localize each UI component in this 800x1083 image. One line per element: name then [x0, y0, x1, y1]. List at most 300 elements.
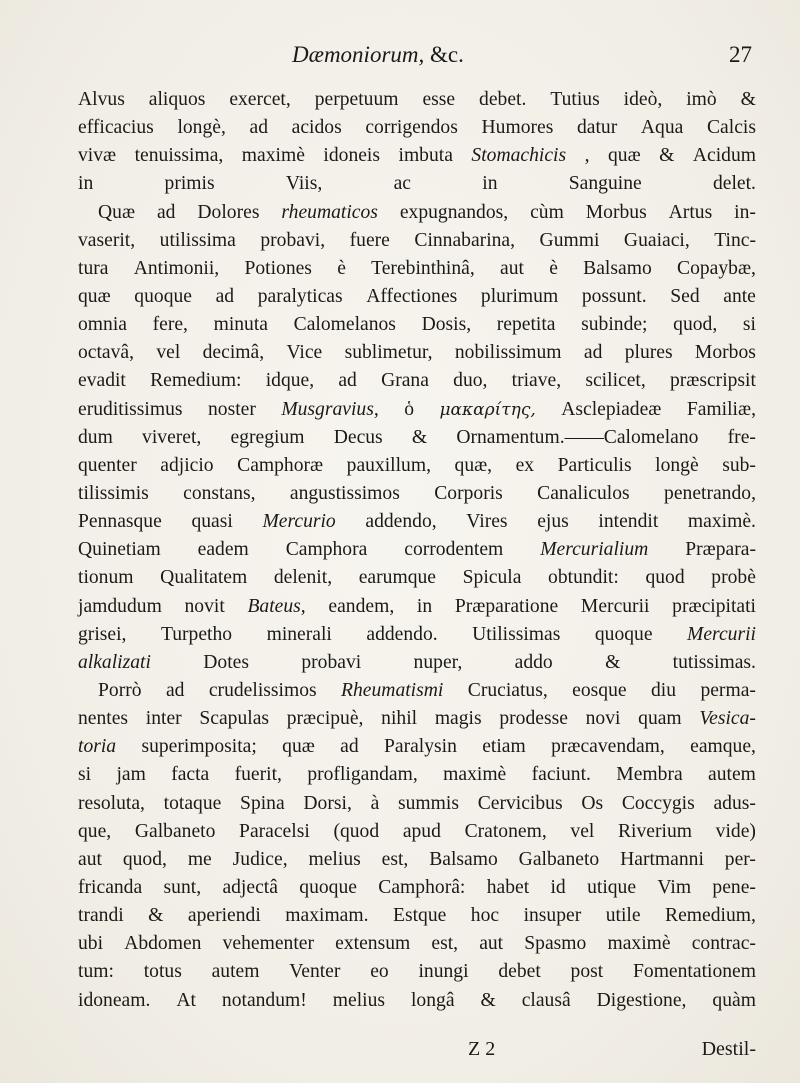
word: Cervicibus	[477, 792, 563, 814]
word: Digestione,	[596, 989, 687, 1011]
word: &	[740, 89, 756, 110]
word: grisei,	[78, 623, 127, 645]
word: Spicula	[462, 567, 522, 589]
word: præscripsit	[669, 370, 756, 392]
word: Familiæ,	[686, 398, 756, 420]
word: totus	[143, 961, 182, 983]
word: eo	[370, 961, 389, 983]
word: adjectâ	[222, 876, 278, 898]
word: datur	[576, 117, 618, 139]
word: Camphorâ:	[378, 876, 466, 898]
word: quoque	[134, 285, 192, 307]
word: Paracelsi	[239, 820, 310, 842]
word: que,	[78, 820, 112, 842]
word: Alvus	[78, 89, 125, 110]
word: Calcis	[706, 117, 756, 139]
word: quoque	[299, 876, 357, 898]
word: Spasmo	[524, 933, 587, 955]
word: in	[78, 173, 94, 195]
word: Potiones	[244, 257, 312, 279]
word: At	[176, 989, 196, 1011]
word: Scapulas	[199, 708, 270, 730]
text-line	[78, 227, 756, 255]
word: faciunt.	[531, 764, 591, 786]
word: diu	[650, 679, 677, 701]
word: Camphoræ	[237, 454, 324, 476]
body-text	[78, 86, 756, 1015]
word: Galbaneto	[134, 820, 216, 842]
word: quasi	[191, 511, 233, 533]
word: longè,	[177, 117, 226, 139]
word: novit	[184, 595, 225, 617]
word: Artus	[668, 201, 713, 223]
word: eandem,	[328, 595, 395, 617]
word: jam	[116, 764, 146, 786]
word: Paralysin	[383, 736, 457, 758]
word: Præparatione	[454, 595, 559, 617]
word: toria	[78, 736, 117, 758]
word: probavi,	[260, 229, 326, 251]
word: totaque	[163, 792, 222, 814]
word: fricanda	[78, 876, 143, 898]
word: quæ	[282, 736, 315, 758]
word: eruditissimus	[78, 398, 183, 420]
word: ad	[340, 736, 359, 758]
word: ante	[723, 285, 756, 307]
word: quæ	[607, 145, 641, 167]
page-footer	[78, 1034, 756, 1064]
word: (quod	[333, 820, 380, 842]
word: angustissimos	[289, 482, 400, 504]
word: ad	[156, 201, 176, 223]
word: triave,	[511, 370, 562, 392]
word: Os	[581, 792, 604, 814]
word: Cinnabarina,	[414, 229, 516, 251]
word: contrac-	[691, 933, 756, 955]
word: Dotes	[203, 651, 249, 673]
word: Dosis,	[421, 314, 472, 336]
word: aliquos	[148, 89, 206, 110]
word: Morbus	[585, 201, 647, 223]
word: est,	[431, 933, 459, 955]
word: Canaliculos	[537, 482, 630, 504]
word: plurimum	[480, 285, 559, 307]
word: aut	[479, 933, 504, 955]
word: constans,	[183, 482, 256, 504]
word: expugnandos,	[399, 201, 509, 223]
word: ,	[584, 145, 590, 167]
word: jamdudum	[78, 595, 162, 617]
word: quam	[638, 708, 682, 730]
running-title-etc: &c.	[430, 42, 464, 67]
text-line	[78, 987, 756, 1015]
word: notandum!	[221, 989, 307, 1011]
word: aut	[78, 848, 102, 870]
word: summis	[398, 792, 459, 814]
word: vivæ	[78, 145, 117, 167]
word: penetrando,	[664, 482, 756, 504]
text-line	[78, 367, 756, 395]
word: Coccygis	[621, 792, 695, 814]
word: præcipitati	[672, 595, 756, 617]
text-line	[78, 255, 756, 283]
word: Vesica-	[699, 708, 756, 730]
word: in-	[734, 201, 756, 223]
word: octavâ,	[78, 342, 135, 364]
word: prodesse	[499, 708, 568, 730]
word: perpetuum	[314, 89, 399, 110]
word: per-	[724, 848, 756, 870]
word: Hartmanni	[620, 848, 704, 870]
word: Riverium	[617, 820, 692, 842]
word: Vim	[657, 876, 692, 898]
word: subinde;	[581, 314, 648, 336]
word: adjicio	[160, 454, 214, 476]
word: ad	[215, 285, 235, 307]
word: in	[482, 173, 498, 195]
word: eadem	[197, 539, 249, 561]
word: addo	[514, 651, 553, 673]
word: eamque,	[690, 736, 756, 758]
word: utilissima	[159, 229, 236, 251]
word: præcavendam,	[551, 736, 665, 758]
word: fre-	[727, 426, 756, 448]
word: nentes	[78, 708, 129, 730]
word: autem	[708, 764, 756, 786]
word: habet	[486, 876, 530, 898]
text-line	[78, 593, 756, 621]
word: me	[187, 848, 212, 870]
word: Venter	[289, 961, 341, 983]
word: exercet,	[229, 89, 291, 110]
text-line	[78, 958, 756, 986]
word: Spina	[240, 792, 285, 814]
word: esse	[422, 89, 456, 110]
word: etiam	[482, 736, 526, 758]
word: Acidum	[692, 145, 756, 167]
word: paralyticas	[257, 285, 343, 307]
text-line	[78, 142, 756, 170]
word: omnia	[78, 314, 127, 336]
word: Decus	[333, 426, 383, 448]
signature-mark: Z 2	[468, 1038, 496, 1060]
word: Vice	[286, 342, 323, 364]
word: pene-	[712, 876, 756, 898]
word: maximè	[443, 764, 507, 786]
word: Ornamentum.——Calomelano	[456, 426, 699, 448]
word: alkalizati	[78, 651, 151, 673]
word: Viis,	[285, 173, 323, 195]
word: si	[742, 314, 756, 336]
word: Rheumatismi	[341, 679, 444, 701]
word: Remedium,	[665, 905, 756, 927]
word: ac	[393, 173, 411, 195]
word: sublimetur,	[344, 342, 433, 364]
word: Calomelanos	[293, 314, 396, 336]
word: Gummi	[539, 229, 600, 251]
word: quod,	[122, 848, 167, 870]
text-line	[78, 311, 756, 339]
word: apud	[402, 820, 441, 842]
word: profligandam,	[307, 764, 418, 786]
word: Aqua	[640, 117, 684, 139]
word: quàm	[712, 989, 756, 1011]
word: evadit	[78, 370, 126, 392]
word: Particulis	[557, 454, 632, 476]
text-line	[78, 339, 756, 367]
word: Camphora	[285, 539, 368, 561]
word: efficacius	[78, 117, 154, 139]
word: tum:	[78, 961, 114, 983]
word: utique	[587, 876, 637, 898]
text-line	[78, 677, 756, 705]
word: delenit,	[273, 567, 333, 589]
word: Qualitatem	[160, 567, 248, 589]
word: primis	[164, 173, 215, 195]
word: è	[549, 257, 558, 279]
word: longâ	[410, 989, 455, 1011]
word: clausâ	[521, 989, 571, 1011]
word: magis	[434, 708, 482, 730]
word: Vires	[466, 511, 508, 533]
word: è	[337, 257, 346, 279]
word: nihil	[381, 708, 418, 730]
word: Dorsi,	[303, 792, 352, 814]
word: Stomachicis	[471, 145, 567, 167]
word: quæ	[78, 285, 111, 307]
word: Mercurio	[262, 511, 336, 533]
word: aut	[500, 257, 524, 279]
page-number: 27	[729, 42, 752, 67]
word: vide)	[715, 820, 756, 842]
word: ubi	[78, 933, 104, 955]
word: maximè	[607, 933, 671, 955]
text-line	[78, 874, 756, 902]
text-line	[78, 761, 756, 789]
word: à	[370, 792, 380, 814]
text-line	[78, 508, 756, 536]
text-line	[78, 536, 756, 564]
word: quod	[645, 567, 685, 589]
word: superimposita;	[141, 736, 257, 758]
word: intendit	[598, 511, 659, 533]
word: quoque	[594, 623, 653, 645]
word: ejus	[537, 511, 569, 533]
word: Sanguine	[568, 173, 642, 195]
word: imò	[686, 89, 717, 110]
word: post	[570, 961, 604, 983]
word: ex	[515, 454, 535, 476]
word: Morbos	[694, 342, 756, 364]
word: Turpetho	[160, 623, 233, 645]
word: est,	[381, 848, 409, 870]
word: delet.	[712, 173, 756, 195]
word: Asclepiadeæ	[561, 398, 662, 420]
word: &	[605, 651, 621, 673]
word: idoneam.	[78, 989, 151, 1011]
word: perma-	[700, 679, 756, 701]
word: Præpara-	[685, 539, 756, 561]
word: probè	[711, 567, 756, 589]
word: dum	[78, 426, 113, 448]
word: idque,	[265, 370, 315, 392]
text-line	[78, 564, 756, 592]
word: probavi	[301, 651, 362, 673]
word: vaserit,	[78, 229, 136, 251]
word: acidos	[291, 117, 342, 139]
word: addendo,	[365, 511, 437, 533]
word: ad	[338, 370, 357, 392]
word: nobilissimum	[454, 342, 562, 364]
word: ad	[165, 679, 185, 701]
word: crudelissimos	[208, 679, 317, 701]
text-line	[78, 621, 756, 649]
word: Terebinthinâ,	[371, 257, 475, 279]
text-line	[78, 930, 756, 958]
word: Grana	[381, 370, 429, 392]
word: utile	[605, 905, 641, 927]
word: insuper	[523, 905, 582, 927]
text-line	[78, 790, 756, 818]
word: trandi	[78, 905, 124, 927]
word: Balsamo	[583, 257, 652, 279]
word: Judice,	[232, 848, 288, 870]
word: Dolores	[197, 201, 260, 223]
word: minuta	[213, 314, 268, 336]
word: tenuissima,	[134, 145, 224, 167]
word: pauxillum,	[346, 454, 431, 476]
word: novi	[585, 708, 621, 730]
word: Copaybæ,	[677, 257, 756, 279]
word: imbuta	[398, 145, 453, 167]
text-line	[78, 283, 756, 311]
word: in	[416, 595, 433, 617]
word: Musgravius,	[281, 398, 379, 420]
word: Cratonem,	[464, 820, 547, 842]
word: cùm	[530, 201, 564, 223]
word: &	[659, 145, 675, 167]
word: addendo.	[366, 623, 438, 645]
word: fuere	[349, 229, 390, 251]
word: Utilissimas	[472, 623, 561, 645]
word: facta	[171, 764, 210, 786]
word: autem	[211, 961, 260, 983]
word: Cruciatus,	[467, 679, 548, 701]
word: præcipuè,	[286, 708, 364, 730]
word: tionum	[78, 567, 134, 589]
word: &	[148, 905, 164, 927]
word: vehementer	[222, 933, 314, 955]
word: Guaiaci,	[623, 229, 690, 251]
word: plures	[624, 342, 673, 364]
word: viveret,	[142, 426, 202, 448]
text-line	[78, 114, 756, 142]
word: ideò,	[623, 89, 663, 110]
word: tutissimas.	[672, 651, 756, 673]
word: Mercurii	[687, 623, 756, 645]
word: maximam.	[285, 905, 369, 927]
word: sub-	[722, 454, 756, 476]
word: nuper,	[413, 651, 463, 673]
word: Pennasque	[78, 511, 162, 533]
word: minerali	[266, 623, 332, 645]
text-line	[78, 480, 756, 508]
running-head	[292, 38, 752, 72]
word: possunt.	[581, 285, 647, 307]
word: Porrò	[98, 679, 142, 701]
word: repetita	[496, 314, 556, 336]
word: maximè	[241, 145, 305, 167]
word: obtundit:	[548, 567, 619, 589]
word: Balsamo	[429, 848, 498, 870]
word: fere,	[152, 314, 188, 336]
word: quenter	[78, 454, 137, 476]
word: inter	[145, 708, 182, 730]
word: maximè.	[687, 511, 756, 533]
word: eosque	[572, 679, 627, 701]
word: &	[480, 989, 496, 1011]
text-line	[78, 396, 756, 424]
word: melius	[308, 848, 361, 870]
word: Humores	[481, 117, 554, 139]
word: Galbaneto	[518, 848, 600, 870]
word: ὁ	[404, 398, 414, 420]
word: id	[550, 876, 566, 898]
word: ad	[249, 117, 269, 139]
word: fuerit,	[234, 764, 282, 786]
text-line	[78, 733, 756, 761]
word: tura	[78, 257, 109, 279]
word: Quinetiam	[78, 539, 161, 561]
word: Membra	[616, 764, 683, 786]
word: scilicet,	[585, 370, 646, 392]
word: earumque	[358, 567, 436, 589]
word: Sed	[670, 285, 700, 307]
running-title: Dæmoniorum,	[292, 42, 425, 67]
text-line	[78, 452, 756, 480]
word: inungi	[418, 961, 469, 983]
word: hoc	[470, 905, 500, 927]
word: &	[411, 426, 428, 448]
text-line	[78, 170, 756, 198]
word: decimâ,	[202, 342, 265, 364]
word: Antimonii,	[133, 257, 220, 279]
word: μακαρίτης,	[439, 399, 536, 420]
word: Mercurialium	[540, 539, 649, 561]
word: vel	[570, 820, 595, 842]
word: tilissimis	[78, 482, 149, 504]
word: idoneis	[323, 145, 381, 167]
word: debet.	[479, 89, 527, 110]
word: melius	[332, 989, 386, 1011]
word: quæ,	[454, 454, 493, 476]
text-line	[78, 649, 756, 677]
text-line	[78, 902, 756, 930]
text-line	[78, 199, 756, 227]
word: sunt,	[163, 876, 202, 898]
word: si	[78, 764, 92, 786]
word: resoluta,	[78, 792, 145, 814]
text-line	[78, 86, 756, 114]
word: egregium	[230, 426, 305, 448]
word: vel	[156, 342, 181, 364]
word: Quæ	[98, 201, 136, 223]
word: Remedium:	[150, 370, 242, 392]
word: Tinc-	[714, 229, 756, 251]
word: duo,	[453, 370, 488, 392]
word: ad	[583, 342, 603, 364]
word: Tutius	[550, 89, 600, 110]
